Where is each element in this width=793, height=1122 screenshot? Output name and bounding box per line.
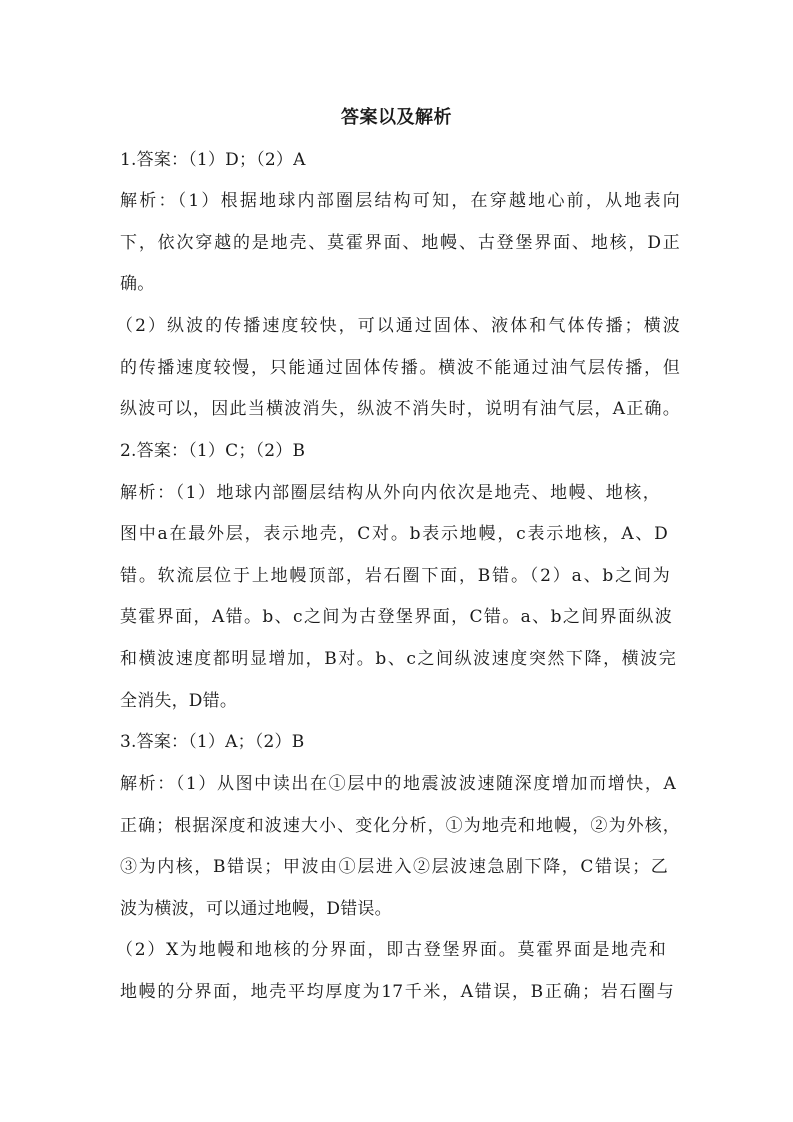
answer-1-analysis-line: 下，依次穿越的是地壳、莫霍界面、地幔、古登堡界面、地核，D正 xyxy=(120,233,680,253)
answer-3-analysis-line: ③为内核，B错误；甲波由①层进入②层波速急剧下降，C错误；乙 xyxy=(120,857,668,877)
answer-2-analysis-line: 图中a在最外层，表示地壳，C对。b表示地幔，c表示地核，A、D xyxy=(120,524,668,544)
answer-3-analysis-line: 解析：（1）从图中读出在①层中的地震波波速随深度增加而增快，A xyxy=(120,774,676,794)
answer-2-analysis-line: 错。软流层位于上地幔顶部，岩石圈下面，B错。（2）a、b之间为 xyxy=(120,566,670,586)
answer-3-analysis-line: （2）X为地幔和地核的分界面，即古登堡界面。莫霍界面是地壳和 xyxy=(116,940,666,960)
answer-1-analysis-line: 纵波可以，因此当横波消失，纵波不消失时，说明有油气层，A正确。 xyxy=(120,399,680,419)
answer-3-analysis-line: 波为横波，可以通过地幔，D错误。 xyxy=(120,899,392,919)
answer-2-heading: 2.答案：（1）C；（2）B xyxy=(120,441,306,461)
answer-2-analysis-line: 莫霍界面，A错。b、c之间为古登堡界面，C错。a、b之间界面纵波 xyxy=(120,607,672,627)
page-title: 答案以及解析 xyxy=(341,107,452,128)
answer-1-analysis-line: 解析：（1）根据地球内部圈层结构可知，在穿越地心前，从地表向 xyxy=(120,191,680,211)
answer-3-heading: 3.答案：（1）A；（2）B xyxy=(120,732,305,752)
answer-1-analysis-line: 确。 xyxy=(120,274,155,294)
answer-2-analysis-line: 和横波速度都明显增加，B对。b、c之间纵波速度突然下降，横波完 xyxy=(120,649,676,669)
answer-2-analysis-line: 解析：（1）地球内部圈层结构从外向内依次是地壳、地幔、地核， xyxy=(120,483,660,503)
answer-3-analysis-line: 正确；根据深度和波速大小、变化分析，①为地壳和地幔，②为外核， xyxy=(120,816,680,836)
answer-1-heading: 1.答案：（1）D；（2）A xyxy=(120,150,306,170)
answer-3-analysis-line: 地幔的分界面，地壳平均厚度为17千米，A错误，B正确；岩石圈与 xyxy=(120,982,674,1002)
answer-1-analysis-line: 的传播速度较慢，只能通过固体传播。横波不能通过油气层传播，但 xyxy=(120,358,680,378)
answer-2-analysis-line: 全消失，D错。 xyxy=(120,691,238,711)
answer-1-analysis-line: （2）纵波的传播速度较快，可以通过固体、液体和气体传播；横波 xyxy=(116,316,680,336)
